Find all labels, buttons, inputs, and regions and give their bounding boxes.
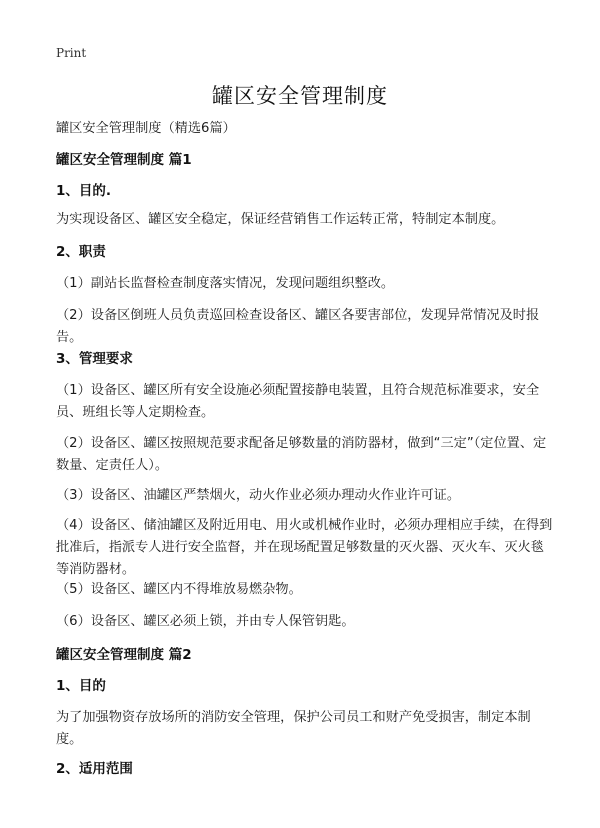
article1-section3-item: （4）设备区、储油罐区及附近用电、用火或机械作业时，必须办理相应手续，在得到批准后，指派专人进行安全监督，并在现场配置足够数量的灭火器、灭火车、灭火毯等消防器材。 xyxy=(56,518,553,577)
article1-heading: 罐区安全管理制度 篇1 xyxy=(56,152,192,168)
document-title: 罐区安全管理制度 xyxy=(212,84,388,108)
article1-section3-item: （2）设备区、罐区按照规范要求配备足够数量的消防器材，做到“三定”（定位置、定数量、定责任人）。 xyxy=(56,436,547,473)
article2-section1-text: 为了加强物资存放场所的消防安全管理，保护公司员工和财产免受损害，制定本制度。 xyxy=(56,710,531,747)
article1-section3-item: （5）设备区、罐区内不得堆放易燃杂物。 xyxy=(56,582,302,597)
article1-section3-title: 3、管理要求 xyxy=(56,351,133,367)
article2-section1-title: 1、目的 xyxy=(56,678,106,694)
article1-section1-text: 为实现设备区、罐区安全稳定，保证经营销售工作运转正常，特制定本制度。 xyxy=(56,212,505,227)
article1-section3-item: （6）设备区、罐区必须上锁，并由专人保管钥匙。 xyxy=(56,614,355,629)
article2-section2-title: 2、适用范围 xyxy=(56,761,133,777)
article1-section3-item: （1）设备区、罐区所有安全设施必须配置接静电装置，且符合规范标准要求，安全员、班组长等人定期检查。 xyxy=(56,383,540,420)
article1-section2-title: 2、职责 xyxy=(56,244,106,260)
article1-section1-title: 1、目的. xyxy=(56,183,112,199)
article2-heading: 罐区安全管理制度 篇2 xyxy=(56,647,192,663)
article1-section3-item: （3）设备区、油罐区严禁烟火，动火作业必须办理动火作业许可证。 xyxy=(56,488,461,503)
print-label[interactable]: Print xyxy=(56,46,87,60)
article1-section2-item: （2）设备区倒班人员负责巡回检查设备区、罐区各要害部位，发现异常情况及时报告。 xyxy=(56,308,540,345)
article1-section2-item: （1）副站长监督检查制度落实情况，发现问题组织整改。 xyxy=(56,276,395,291)
document-subtitle: 罐区安全管理制度（精选6篇） xyxy=(56,121,236,136)
